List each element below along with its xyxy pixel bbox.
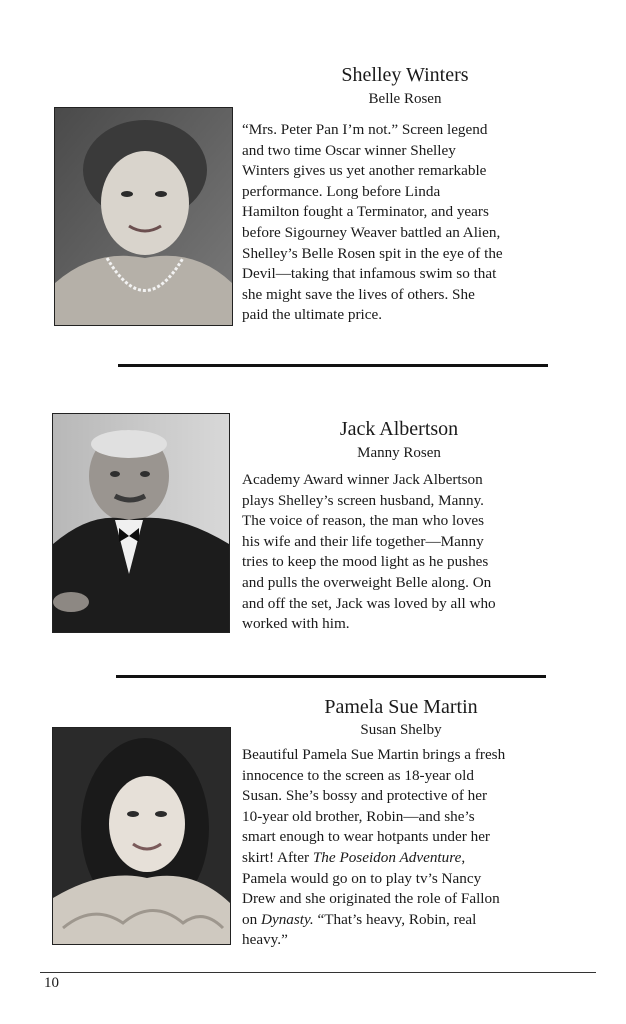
bio-line: smart enough to wear hotpants under her xyxy=(242,828,490,846)
bio-line: Devil—taking that infamous swim so that xyxy=(242,265,497,283)
actor-bio xyxy=(242,745,505,951)
section-divider xyxy=(118,364,548,367)
bio-text: on xyxy=(242,910,261,928)
bio-line: “Mrs. Peter Pan I’m not.” Screen legend xyxy=(242,121,488,138)
actor-name: Jack Albertson xyxy=(339,418,459,440)
section-divider xyxy=(116,675,546,678)
bio-line: his wife and their life together—Manny xyxy=(242,532,484,550)
bio-line: she might save the lives of others. She xyxy=(242,285,475,303)
actor-bio xyxy=(242,470,496,635)
actor-name: Shelley Winters xyxy=(341,64,469,86)
bio-line: Susan. She’s bossy and protective of her xyxy=(242,787,488,805)
bio-line: performance. Long before Linda xyxy=(242,182,441,200)
bio-line: Hamilton fought a Terminator, and years xyxy=(242,203,489,221)
bio-line: Beautiful Pamela Sue Martin brings a fresh xyxy=(242,746,506,763)
bio-line: innocence to the screen as 18-year old xyxy=(242,766,474,784)
bio-line: The voice of reason, the man who loves xyxy=(242,512,485,530)
footer-rule xyxy=(40,972,596,973)
bio-line: and two time Oscar winner Shelley xyxy=(242,141,456,159)
bio-line: heavy.” xyxy=(242,931,288,949)
bio-line: paid the ultimate price. xyxy=(242,306,383,324)
character-name: Susan Shelby xyxy=(360,722,442,738)
bio-line: Shelley’s Belle Rosen spit in the eye of the xyxy=(242,244,503,262)
bio-line: 10-year old brother, Robin—and she’s xyxy=(242,807,475,825)
bio-line: Pamela would go on to play tv’s Nancy xyxy=(242,869,482,887)
bio-text: “That’s heavy, Robin, real xyxy=(313,910,477,928)
actor-name: Pamela Sue Martin xyxy=(324,696,478,718)
bio-line: worked with him. xyxy=(242,615,350,633)
bio-line: and off the set, Jack was loved by all who xyxy=(242,594,496,612)
bio-line xyxy=(242,848,505,869)
jack-albertson-photo xyxy=(52,413,230,633)
bio-line: Drew and she originated the role of Fallon xyxy=(242,890,500,908)
bio-line: Academy Award winner Jack Albertson xyxy=(242,471,483,488)
bio-line: before Sigourney Weaver battled an Alien, xyxy=(242,223,501,241)
bio-line: tries to keep the mood light as he pushes xyxy=(242,553,489,571)
pamela-sue-martin-photo xyxy=(52,727,231,945)
bio-text: , xyxy=(461,848,466,866)
page-number: 10 xyxy=(44,975,59,991)
bio-line: and pulls the overweight Belle along. On xyxy=(242,573,492,591)
character-name: Manny Rosen xyxy=(357,445,441,461)
bio-line xyxy=(242,910,505,931)
bio-text: skirt! After xyxy=(242,848,313,866)
actor-bio xyxy=(242,120,503,326)
bio-line: plays Shelley’s screen husband, Manny. xyxy=(242,491,484,509)
shelley-winters-photo xyxy=(54,107,233,326)
bio-line: Winters gives us yet another remarkable xyxy=(242,162,487,180)
character-name: Belle Rosen xyxy=(368,91,442,107)
film-title: The Poseidon Adventure xyxy=(312,848,462,866)
show-title: Dynasty. xyxy=(260,910,314,928)
